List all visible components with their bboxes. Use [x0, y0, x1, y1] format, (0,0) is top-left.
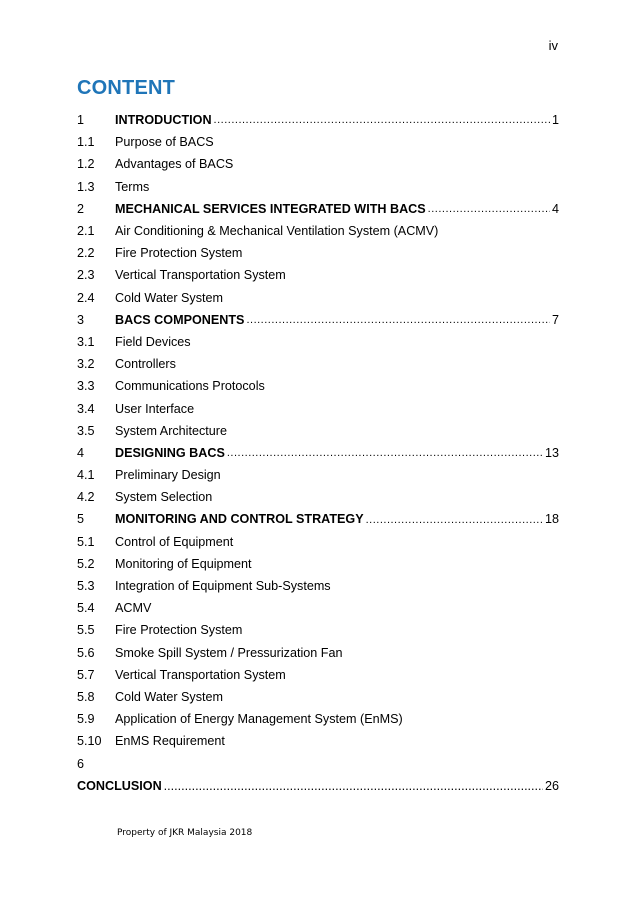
toc-subsection-entry[interactable] [77, 730, 559, 752]
toc-entry-number: 1.2 [77, 157, 95, 172]
toc-entry-title: MONITORING AND CONTROL STRATEGY [115, 512, 364, 527]
toc-entry-number: 1.1 [77, 135, 95, 150]
toc-entry-title: Preliminary Design [115, 468, 221, 483]
toc-entry-title: INTRODUCTION [115, 113, 212, 128]
toc-subsection-entry[interactable] [77, 176, 559, 198]
toc-entry-title: Advantages of BACS [115, 157, 234, 172]
toc-entry-number: 3.5 [77, 423, 95, 438]
toc-entry-title: MECHANICAL SERVICES INTEGRATED WITH BACS [115, 201, 426, 216]
toc-entry-number: 5.2 [77, 556, 95, 571]
toc-entry-title: BACS COMPONENTS [115, 312, 245, 327]
toc-entry-title: Control of Equipment [115, 534, 234, 549]
toc-entry-number: 5.8 [77, 689, 95, 704]
toc-subsection-entry[interactable] [77, 264, 559, 286]
toc-entry-number: 5.9 [77, 712, 95, 727]
toc-entry-number: 3.2 [77, 357, 95, 372]
toc-entry-title: Terms [115, 179, 150, 194]
toc-entry-title: Smoke Spill System / Pressurization Fan [115, 645, 343, 660]
toc-subsection-entry[interactable] [77, 642, 559, 664]
toc-subsection-entry[interactable] [77, 553, 559, 575]
toc-subsection-entry[interactable] [77, 220, 559, 242]
toc-entry-number: 5.7 [77, 667, 95, 682]
toc-entry-number: 3 [77, 312, 85, 327]
toc-subsection-entry[interactable] [77, 708, 559, 730]
toc-entry-number: 1.3 [77, 179, 95, 194]
toc-entry-title: Purpose of BACS [115, 135, 214, 150]
toc-entry-title: Cold Water System [115, 689, 224, 704]
toc-entry-title: User Interface [115, 401, 195, 416]
toc-subsection-entry[interactable] [77, 420, 559, 442]
toc-subsection-entry[interactable] [77, 353, 559, 375]
toc-subsection-entry[interactable] [77, 664, 559, 686]
toc-entry-number: 2.2 [77, 246, 95, 261]
toc-entry-title: Vertical Transportation System [115, 268, 286, 283]
toc-entry-title: Field Devices [115, 334, 191, 349]
page-title: CONTENT [77, 77, 176, 99]
toc-subsection-entry[interactable] [77, 287, 559, 309]
toc-entry-title: Air Conditioning & Mechanical Ventilation System (ACMV) [115, 224, 439, 239]
toc-section-entry[interactable] [77, 442, 559, 464]
toc-subsection-entry[interactable] [77, 242, 559, 264]
toc-entry-number: 3.1 [77, 334, 95, 349]
toc-entry-number: 5.1 [77, 534, 95, 549]
toc-entry-title: Controllers [115, 357, 176, 372]
toc-entry-title: Integration of Equipment Sub-Systems [115, 579, 331, 594]
toc-leader-dots [246, 315, 550, 331]
toc-subsection-entry[interactable] [77, 397, 559, 419]
toc-entry-title: Cold Water System [115, 290, 224, 305]
toc-entry-number: 2.1 [77, 224, 95, 239]
toc-conclusion-title: CONCLUSION [77, 778, 162, 793]
toc-subsection-entry[interactable] [77, 375, 559, 397]
toc-leader-dots [366, 515, 543, 531]
toc-entry-number: 5.6 [77, 645, 95, 660]
toc-subsection-entry[interactable] [77, 597, 559, 619]
toc-entry-page: 13 [544, 445, 559, 460]
toc-entry-title: Fire Protection System [115, 246, 243, 261]
toc-subsection-entry[interactable] [77, 686, 559, 708]
toc-entry-number: 5.5 [77, 623, 95, 638]
toc-entry-number: 5.10 [77, 734, 102, 749]
toc-entry-number: 1 [77, 113, 85, 128]
toc-leader-dots [227, 448, 543, 464]
toc-subsection-entry[interactable] [77, 464, 559, 486]
toc-entry-number: 5.4 [77, 601, 95, 616]
toc-section-entry[interactable] [77, 508, 559, 530]
toc-entry-number: 2.3 [77, 268, 95, 283]
toc-entry-page: 18 [544, 512, 559, 527]
toc-entry-number: 4.2 [77, 490, 95, 505]
toc-subsection-entry[interactable] [77, 131, 559, 153]
toc-leader-dots [428, 204, 550, 220]
toc-entry-title: System Selection [115, 490, 213, 505]
toc-subsection-entry[interactable] [77, 486, 559, 508]
toc-entry-number: 4 [77, 445, 85, 460]
toc-entry-title: Vertical Transportation System [115, 667, 286, 682]
toc-entry-title: Fire Protection System [115, 623, 243, 638]
toc-entry-number: 2.4 [77, 290, 95, 305]
footer-text: Property of JKR Malaysia 2018 [117, 828, 253, 838]
toc-leader-dots [214, 115, 550, 131]
toc-entry-number: 2 [77, 201, 85, 216]
toc-entry-number: 3.4 [77, 401, 95, 416]
toc-entry-number: 3.3 [77, 379, 95, 394]
table-of-contents [77, 109, 559, 797]
toc-entry-title: Communications Protocols [115, 379, 265, 394]
toc-entry-number: 5.3 [77, 579, 95, 594]
toc-entry-title: EnMS Requirement [115, 734, 225, 749]
toc-entry-title: DESIGNING BACS [115, 445, 225, 460]
page-number: iv [548, 38, 558, 53]
toc-entry-title: System Architecture [115, 423, 227, 438]
toc-entry-page: 1 [551, 113, 559, 128]
toc-subsection-entry[interactable] [77, 331, 559, 353]
toc-entry-page: 4 [551, 201, 559, 216]
toc-entry-title: Monitoring of Equipment [115, 556, 252, 571]
toc-subsection-entry[interactable] [77, 531, 559, 553]
toc-entry-number: 5 [77, 512, 85, 527]
toc-entry-title: Application of Energy Management System (EnMS) [115, 712, 403, 727]
toc-entry-title: ACMV [115, 601, 152, 616]
toc-entry-page: 7 [551, 312, 559, 327]
toc-subsection-entry[interactable] [77, 575, 559, 597]
toc-section-entry[interactable] [77, 198, 559, 220]
toc-section-entry[interactable] [77, 109, 559, 131]
toc-subsection-entry[interactable] [77, 619, 559, 641]
toc-section-entry[interactable] [77, 309, 559, 331]
toc-conclusion-number: 6 [77, 756, 85, 771]
toc-leader-dots [164, 780, 543, 797]
toc-entry-number: 4.1 [77, 468, 95, 483]
toc-conclusion-page: 26 [544, 778, 559, 793]
toc-conclusion-entry[interactable] [77, 775, 559, 797]
toc-subsection-entry[interactable] [77, 153, 559, 175]
